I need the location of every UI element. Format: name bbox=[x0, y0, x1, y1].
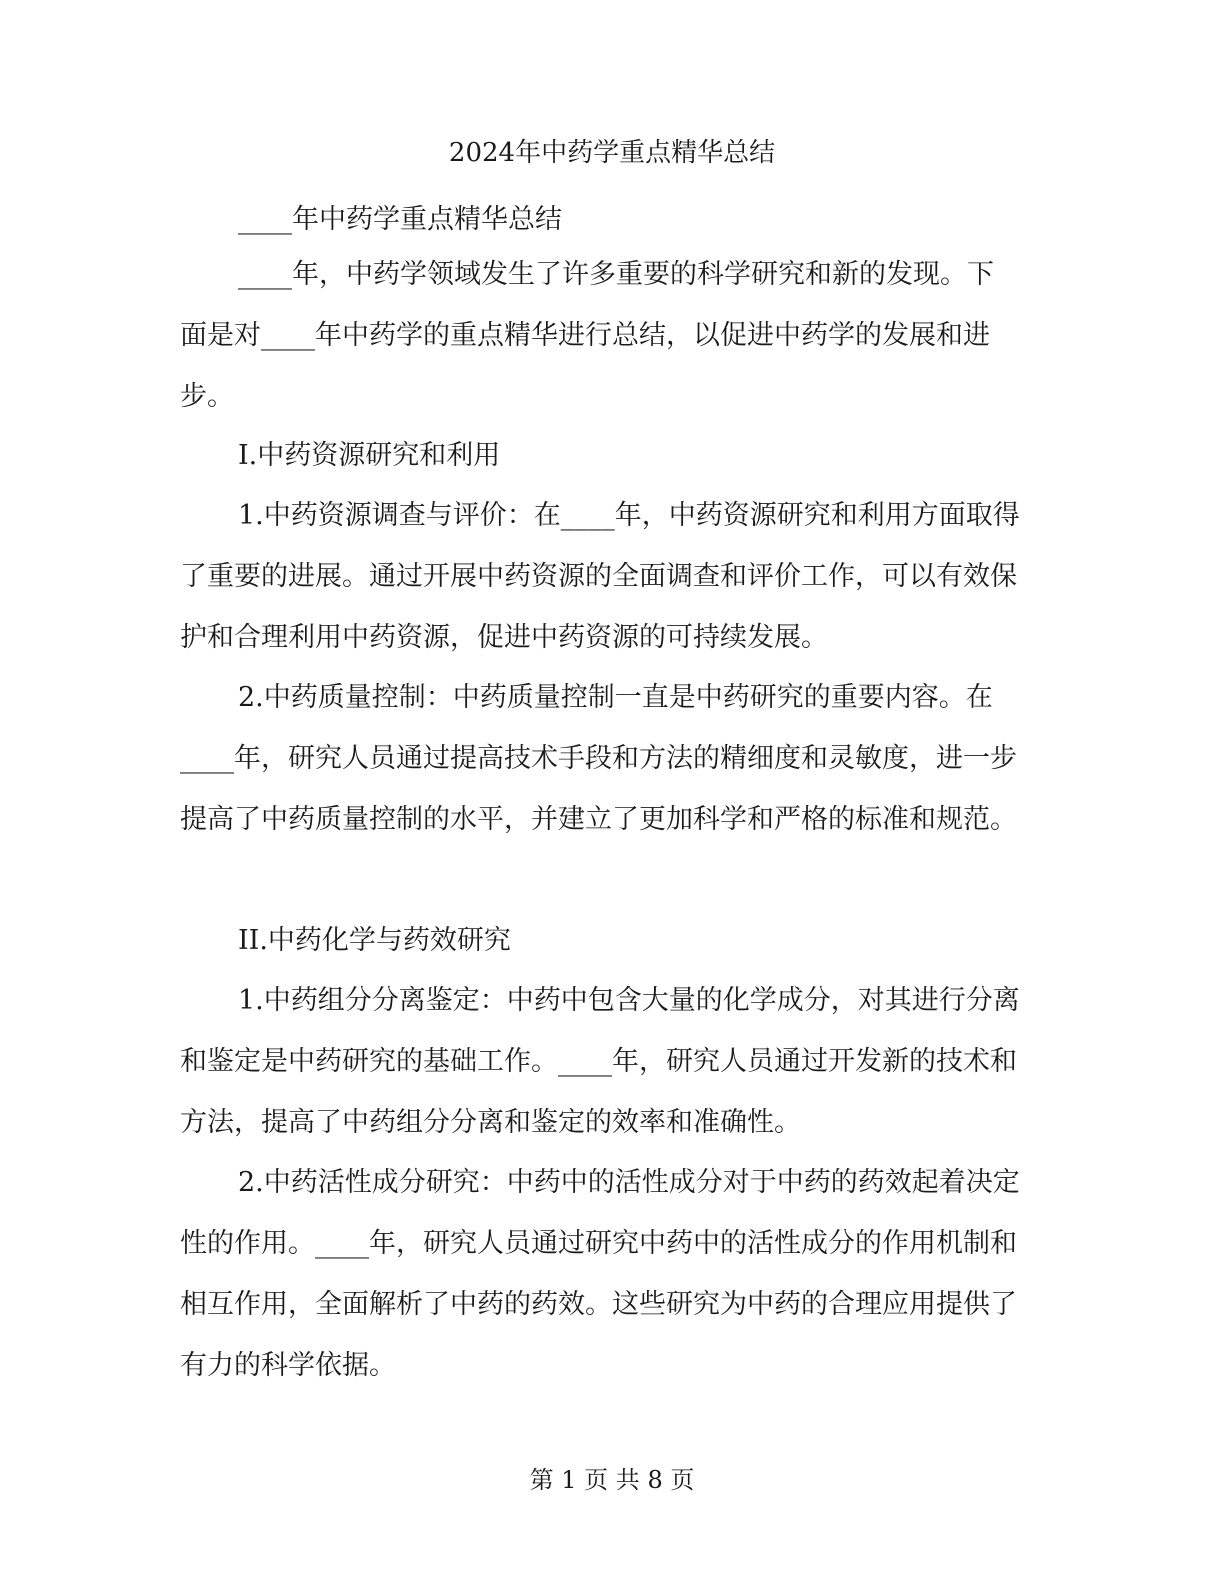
section-2-item-1: 1.中药组分分离鉴定：中药中包含大量的化学成分，对其进行分离和鉴定是中药研究的基础工作。____年，研究人员通过开发新的技术和方法，提高了中药组分分离和鉴定的效率和准确性。 bbox=[180, 985, 1020, 1138]
section-2-item-2: 2.中药活性成分研究：中药中的活性成分对于中药的药效起着决定性的作用。____年，研究人员通过研究中药中的活性成分的作用机制和相互作用，全面解析了中药的药效。这些研究为中药的合理应用提供了有力的科学依据。 bbox=[180, 1167, 1020, 1381]
section-heading-1: I.中药资源研究和利用 bbox=[238, 440, 501, 471]
intro-paragraph: ____年，中药学领域发生了许多重要的科学研究和新的发现。下面是对____年中药学的重点精华进行总结，以促进中药学的发展和进步。 bbox=[180, 259, 994, 412]
section-1-item-1: 1.中药资源调查与评价：在____年，中药资源研究和利用方面取得了重要的进展。通过开展中药资源的全面调查和评价工作，可以有效保护和合理利用中药资源，促进中药资源的可持续发展。 bbox=[180, 500, 1020, 653]
section-1-item-2: 2.中药质量控制：中药质量控制一直是中药研究的重要内容。在____年，研究人员通过提高技术手段和方法的精细度和灵敏度，进一步提高了中药质量控制的水平，并建立了更加科学和严格的标准和规范。 bbox=[180, 682, 1017, 835]
page-footer: 第 1 页 共 8 页 bbox=[529, 1466, 695, 1494]
section-heading-2: II.中药化学与药效研究 bbox=[238, 925, 511, 956]
page-title: 2024年中药学重点精华总结 bbox=[448, 138, 776, 168]
subtitle-paragraph: ____年中药学重点精华总结 bbox=[238, 204, 562, 235]
